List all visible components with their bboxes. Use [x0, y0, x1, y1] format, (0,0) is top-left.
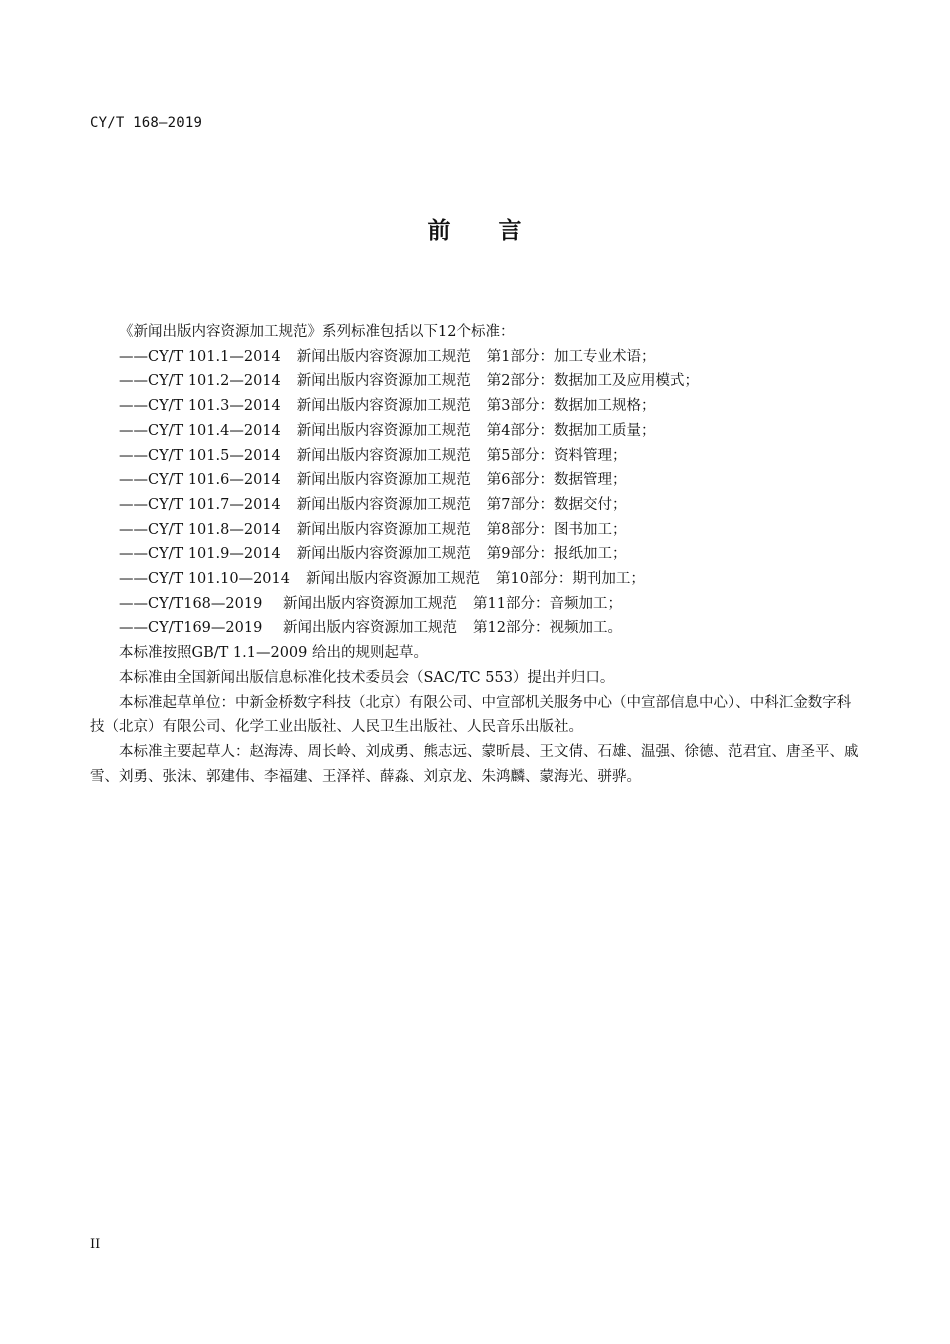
standard-item — [90, 542, 860, 567]
rules-statement: 本标准按照GB/T 1.1—2009 给出的规则起草。 — [119, 645, 428, 662]
standard-item — [90, 493, 860, 518]
standard-item — [90, 567, 860, 592]
standard-part: 第4部分：数据加工质量； — [486, 422, 656, 439]
standard-name: 新闻出版内容资源加工规范 — [296, 546, 471, 563]
standard-item — [90, 345, 860, 370]
standard-name: 新闻出版内容资源加工规范 — [296, 521, 471, 538]
standard-name: 新闻出版内容资源加工规范 — [283, 620, 457, 637]
foreword-body — [90, 320, 860, 789]
standard-part: 第10部分：期刊加工； — [495, 571, 645, 588]
standard-number: ——CY/T 101.4—2014 — [119, 422, 281, 439]
standard-number: ——CY/T 101.5—2014 — [119, 447, 281, 464]
standard-part: 第3部分：数据加工规格； — [486, 398, 656, 415]
standard-number: ——CY/T 101.3—2014 — [119, 398, 281, 415]
standard-name: 新闻出版内容资源加工规范 — [296, 373, 471, 390]
standard-item — [90, 369, 860, 394]
standard-part: 第11部分：音频加工； — [473, 595, 622, 612]
standard-number: ——CY/T 101.1—2014 — [119, 348, 281, 365]
standard-part: 第7部分：数据交付； — [486, 496, 627, 513]
standard-name: 新闻出版内容资源加工规范 — [296, 398, 471, 415]
page-number: II — [90, 1237, 101, 1252]
standard-name: 新闻出版内容资源加工规范 — [305, 571, 480, 588]
standard-item — [90, 518, 860, 543]
page-title — [0, 212, 950, 245]
standard-name: 新闻出版内容资源加工规范 — [296, 472, 471, 489]
standard-part: 第1部分：加工专业术语； — [486, 348, 656, 365]
standard-part: 第8部分：图书加工； — [486, 521, 627, 538]
standard-number: ——CY/T 101.8—2014 — [119, 521, 281, 538]
standard-item — [90, 419, 860, 444]
document-code: CY/T 168—2019 — [90, 115, 203, 131]
standard-part: 第12部分：视频加工。 — [473, 620, 622, 637]
standard-name: 新闻出版内容资源加工规范 — [296, 422, 471, 439]
standard-item — [90, 468, 860, 493]
drafting-units-paragraph: 本标准起草单位：中新金桥数字科技（北京）有限公司、中宣部机关服务中心（中宣部信息中心）、中科汇金数字科技（北京）有限公司、化学工业出版社、人民卫生出版社、人民音乐出版社。 — [90, 694, 852, 736]
standard-part: 第6部分：数据管理； — [486, 472, 627, 489]
standard-name: 新闻出版内容资源加工规范 — [296, 348, 471, 365]
title-char-1: 前 — [427, 218, 452, 244]
standard-part: 第5部分：资料管理； — [486, 447, 627, 464]
standards-list — [90, 345, 860, 641]
standard-number: ——CY/T 101.10—2014 — [119, 571, 290, 588]
standard-number: ——CY/T169—2019 — [119, 620, 263, 637]
standard-number: ——CY/T 101.9—2014 — [119, 546, 281, 563]
intro-paragraph: 《新闻出版内容资源加工规范》系列标准包括以下12个标准： — [119, 324, 515, 340]
standard-item — [90, 616, 860, 641]
standard-name: 新闻出版内容资源加工规范 — [296, 447, 471, 464]
standard-item — [90, 592, 860, 617]
drafters-paragraph: 本标准主要起草人：赵海涛、周长岭、刘成勇、熊志远、蒙昕晨、王文倩、石雄、温强、徐德、范君宜、唐圣平、戚雪、刘勇、张沫、郭建伟、李福建、王泽祥、薛淼、刘京龙、朱鸿麟、蒙海光、骈骅。 — [90, 743, 859, 785]
standard-item — [90, 444, 860, 469]
standard-part: 第2部分：数据加工及应用模式； — [486, 373, 699, 390]
title-char-2: 言 — [498, 218, 523, 244]
standard-item — [90, 394, 860, 419]
standard-part: 第9部分：报纸加工； — [486, 546, 627, 563]
standard-number: ——CY/T 101.6—2014 — [119, 472, 281, 489]
standard-number: ——CY/T 101.2—2014 — [119, 373, 281, 390]
standard-number: ——CY/T 101.7—2014 — [119, 496, 281, 513]
standard-name: 新闻出版内容资源加工规范 — [296, 496, 471, 513]
standard-number: ——CY/T168—2019 — [119, 595, 263, 612]
standard-name: 新闻出版内容资源加工规范 — [283, 595, 457, 612]
proposer-statement: 本标准由全国新闻出版信息标准化技术委员会（SAC/TC 553）提出并归口。 — [119, 669, 615, 686]
